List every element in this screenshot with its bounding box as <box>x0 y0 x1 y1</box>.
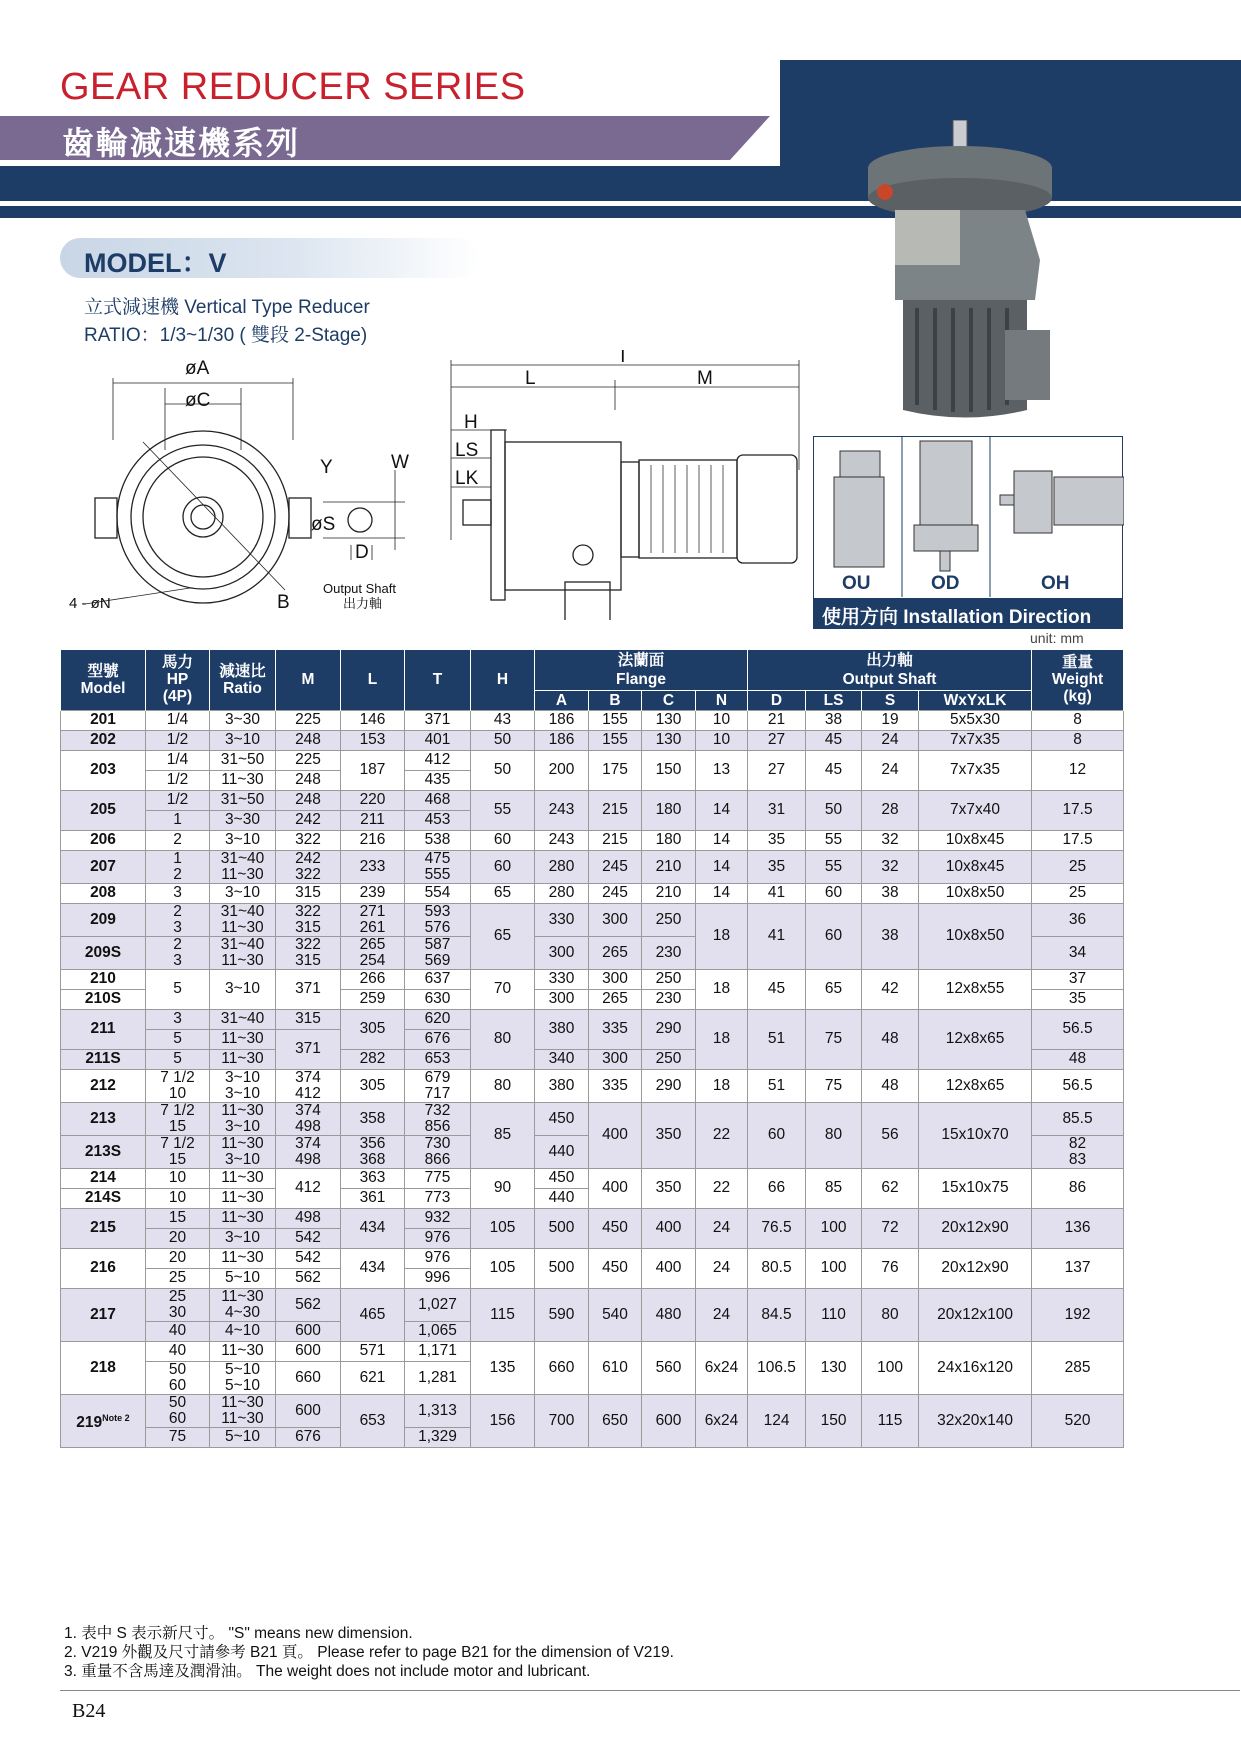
table-row: 20 3~10 542 976 <box>61 1228 1124 1248</box>
col-n: N <box>696 690 748 710</box>
dim-m: M <box>697 368 713 389</box>
col-t: T <box>405 650 471 710</box>
table-row: 213 7 1/2 15 11~30 3~10 374 498 358 732 856 85 450 400 350 22 60 80 56 15x10x70 85.5 <box>61 1102 1124 1135</box>
page-title: GEAR REDUCER SERIES <box>60 66 526 108</box>
dim-y: Y <box>320 457 333 478</box>
col-b: B <box>589 690 642 710</box>
col-d: D <box>748 690 806 710</box>
model-subtitle: 立式減速機 Vertical Type Reducer <box>84 297 370 318</box>
motor-photo <box>855 120 1055 430</box>
table-row: 206 2 3~10 322 216 538 60 243 215 180 14 35 55 32 10x8x45 17.5 <box>61 830 1124 850</box>
table-row: 75 5~10 676 1,329 <box>61 1427 1124 1447</box>
table-row: 212 7 1/2 10 3~10 3~10 374 412 305 679 717 80 380 335 290 18 51 75 48 12x8x65 56.5 <box>61 1069 1124 1102</box>
shaft-label-zh: 出力軸 <box>343 596 383 611</box>
dim-w: W <box>391 452 409 473</box>
table-row: 211S 5 11~30 282 653 340 300 250 48 <box>61 1049 1124 1069</box>
install-oh: OH <box>1041 573 1070 594</box>
model-heading: MODEL：V <box>84 248 227 278</box>
dim-h: H <box>464 412 478 433</box>
col-m: M <box>276 650 341 710</box>
table-row: 1/2 11~30 248 435 <box>61 770 1124 790</box>
table-row: 211 3 31~40 315 305 620 80 380 335 290 18 51 75 48 12x8x65 56.5 <box>61 1009 1124 1029</box>
col-h: H <box>471 650 535 710</box>
table-row: 218 40 11~30 600 571 1,171 135 660 610 560 6x24 106.5 130 100 24x16x120 285 <box>61 1341 1124 1361</box>
table-row: 210 5 3~10 371 266 637 70 330 300 250 18 45 65 42 12x8x55 37 <box>61 969 1124 989</box>
table-row: 40 4~10 600 1,065 <box>61 1321 1124 1341</box>
col-ratio: 減速比 Ratio <box>210 650 276 710</box>
col-ls: LS <box>806 690 862 710</box>
page-number: B24 <box>72 1700 106 1722</box>
table-row: 205 1/2 31~50 248 220 468 55 243 215 180 14 31 50 28 7x7x40 17.5 <box>61 790 1124 810</box>
footnotes <box>64 1624 674 1681</box>
col-flange-en: Flange <box>535 670 748 690</box>
table-row: 213S 7 1/2 15 11~30 3~10 374 498 356 368 730 866 440 82 83 <box>61 1135 1124 1168</box>
note-3: 3. 重量不含馬達及潤滑油。 The weight does not include motor and lubricant. <box>64 1663 591 1680</box>
table-row: 207 1 2 31~40 11~30 242 322 233 475 555 60 280 245 210 14 35 55 32 10x8x45 25 <box>61 850 1124 883</box>
install-caption: 使用方向 Installation Direction <box>814 598 1122 628</box>
col-c: C <box>642 690 696 710</box>
table-row: 217 25 30 11~30 4~30 562 465 1,027 115 590 540 480 24 84.5 110 80 20x12x100 192 <box>61 1288 1124 1321</box>
col-flange-zh: 法蘭面 <box>535 650 748 670</box>
dimension-drawing <box>55 350 815 620</box>
table-row: 202 1/2 3~10 248 153 401 50 186 155 130 10 27 45 24 7x7x35 8 <box>61 730 1124 750</box>
dim-phi-c: øC <box>185 390 211 411</box>
table-row: 215 15 11~30 498 434 932 105 500 450 400 24 76.5 100 72 20x12x90 136 <box>61 1208 1124 1228</box>
table-row: 210S 259 630 300 265 230 35 <box>61 989 1124 1009</box>
col-a: A <box>535 690 589 710</box>
table-row: 25 5~10 562 996 <box>61 1268 1124 1288</box>
shaft-label-en: Output Shaft <box>323 581 396 596</box>
page-title-zh: 齒輪減速機系列 <box>62 125 301 161</box>
table-row: 209 2 3 31~40 11~30 322 315 271 261 593 576 65 330 300 250 18 41 60 38 10x8x50 36 <box>61 903 1124 936</box>
dim-d: D <box>355 542 369 563</box>
table-row: 214S 10 11~30 361 773 440 <box>61 1188 1124 1208</box>
installation-box <box>813 436 1123 629</box>
dim-l: L <box>525 368 536 389</box>
note-1: 1. 表中 S 表示新尺寸。 "S" means new dimension. <box>64 1625 413 1642</box>
table-row: 208 3 3~10 315 239 554 65 280 245 210 14 41 60 38 10x8x50 25 <box>61 883 1124 903</box>
dim-holes: 4 - øN <box>69 595 111 612</box>
spec-table <box>60 650 1124 1448</box>
col-wylk: WxYxLK <box>919 690 1032 710</box>
install-ou: OU <box>842 573 871 594</box>
dim-phi-s: øS <box>311 514 336 535</box>
table-row: 214 10 11~30 412 363 775 90 450 400 350 22 66 85 62 15x10x75 86 <box>61 1168 1124 1188</box>
table-row: $219^{Note 2}$ 50 60 11~30 11~30 600 653 1,313 156 700 650 600 6x24 124 150 115 32x20x140 520 <box>61 1394 1124 1427</box>
col-shaft-zh: 出力軸 <box>748 650 1032 670</box>
dim-t: T <box>617 350 629 367</box>
table-row: 50 60 5~10 5~10 660 621 1,281 <box>61 1361 1124 1394</box>
dim-b: B <box>277 592 290 613</box>
note-2: 2. V219 外觀及尺寸請參考 B21 頁。 Please refer to page B21 for the dimension of V219. <box>64 1644 674 1661</box>
table-row: 201 1/4 3~30 225 146 371 43 186 155 130 10 21 38 19 5x5x30 8 <box>61 710 1124 730</box>
col-l: L <box>341 650 405 710</box>
dim-ls: LS <box>455 440 479 461</box>
dim-lk: LK <box>455 468 479 489</box>
col-shaft-en: Output Shaft <box>748 670 1032 690</box>
col-s: S <box>862 690 919 710</box>
table-row: 209S 2 3 31~40 11~30 322 315 265 254 587 569 300 265 230 34 <box>61 936 1124 969</box>
col-model: 型號 Model <box>61 650 146 710</box>
table-row: 216 20 11~30 542 434 976 105 500 450 400 24 80.5 100 76 20x12x90 137 <box>61 1248 1124 1268</box>
footer-divider <box>60 1690 1240 1691</box>
table-row: 1 3~30 242 211 453 <box>61 810 1124 830</box>
install-od: OD <box>931 573 960 594</box>
dim-phi-a: øA <box>185 358 210 379</box>
col-weight: 重量 Weight (kg) <box>1032 650 1124 710</box>
col-hp: 馬力 HP (4P) <box>146 650 210 710</box>
table-row: 5 11~30 371 676 <box>61 1029 1124 1049</box>
table-row: 203 1/4 31~50 225 187 412 50 200 175 150 13 27 45 24 7x7x35 12 <box>61 750 1124 770</box>
model-ratio: RATIO：1/3~1/30 ( 雙段 2-Stage) <box>84 325 368 346</box>
unit-label: unit: mm <box>1030 630 1084 646</box>
